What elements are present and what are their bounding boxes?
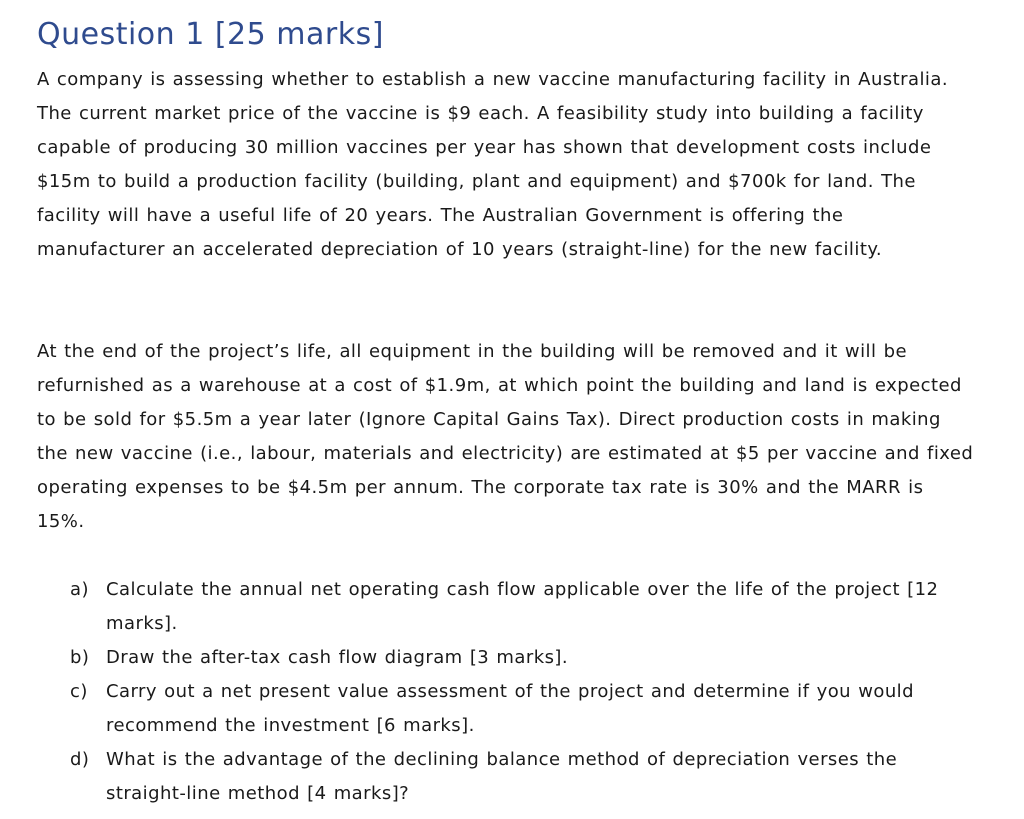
sub-question-text: What is the advantage of the declining balance method of depreciation verses the straight-line method [4 marks]? bbox=[106, 749, 898, 804]
sub-question-marker: c) bbox=[70, 681, 88, 702]
sub-question-b bbox=[70, 641, 980, 675]
sub-question-text: Carry out a net present value assessment of the project and determine if you would recommend the investment [6 marks]. bbox=[106, 681, 915, 736]
sub-question-marker: b) bbox=[70, 647, 90, 668]
sub-question-a bbox=[70, 573, 980, 641]
sub-question-text: Calculate the annual net operating cash flow applicable over the life of the project [12 marks]. bbox=[106, 579, 939, 634]
sub-question-text: Draw the after-tax cash flow diagram [3 marks]. bbox=[106, 647, 569, 668]
sub-question-marker: a) bbox=[70, 579, 89, 600]
sub-question-d bbox=[70, 743, 980, 811]
sub-question-list bbox=[70, 573, 980, 811]
project-end-paragraph: At the end of the project’s life, all equipment in the building will be removed and it will be refurnished as a warehouse at a cost of $1.9m, at which point the building and land is expected to be sold for $5.5m a year later (Ignore Capital Gains Tax). Direct production costs in making the new vaccine (i.e., labour, materials and electricity) are estimated at $5 per vaccine and fixed operating expenses to be $4.5m per annum. The corporate tax rate is 30% and the MARR is 15%. bbox=[37, 341, 974, 532]
question-title: Question 1 [25 marks] bbox=[37, 17, 384, 52]
sub-question-marker: d) bbox=[70, 749, 90, 770]
intro-paragraph: A company is assessing whether to establish a new vaccine manufacturing facility in Australia. The current market price of the vaccine is $9 each. A feasibility study into building a facility capable of producing 30 million vaccines per year has shown that development costs include $15m to build a production facility (building, plant and equipment) and $700k for land. The facility will have a useful life of 20 years. The Australian Government is offering the manufacturer an accelerated depreciation of 10 years (straight-line) for the new facility. bbox=[37, 69, 949, 260]
sub-question-c bbox=[70, 675, 980, 743]
